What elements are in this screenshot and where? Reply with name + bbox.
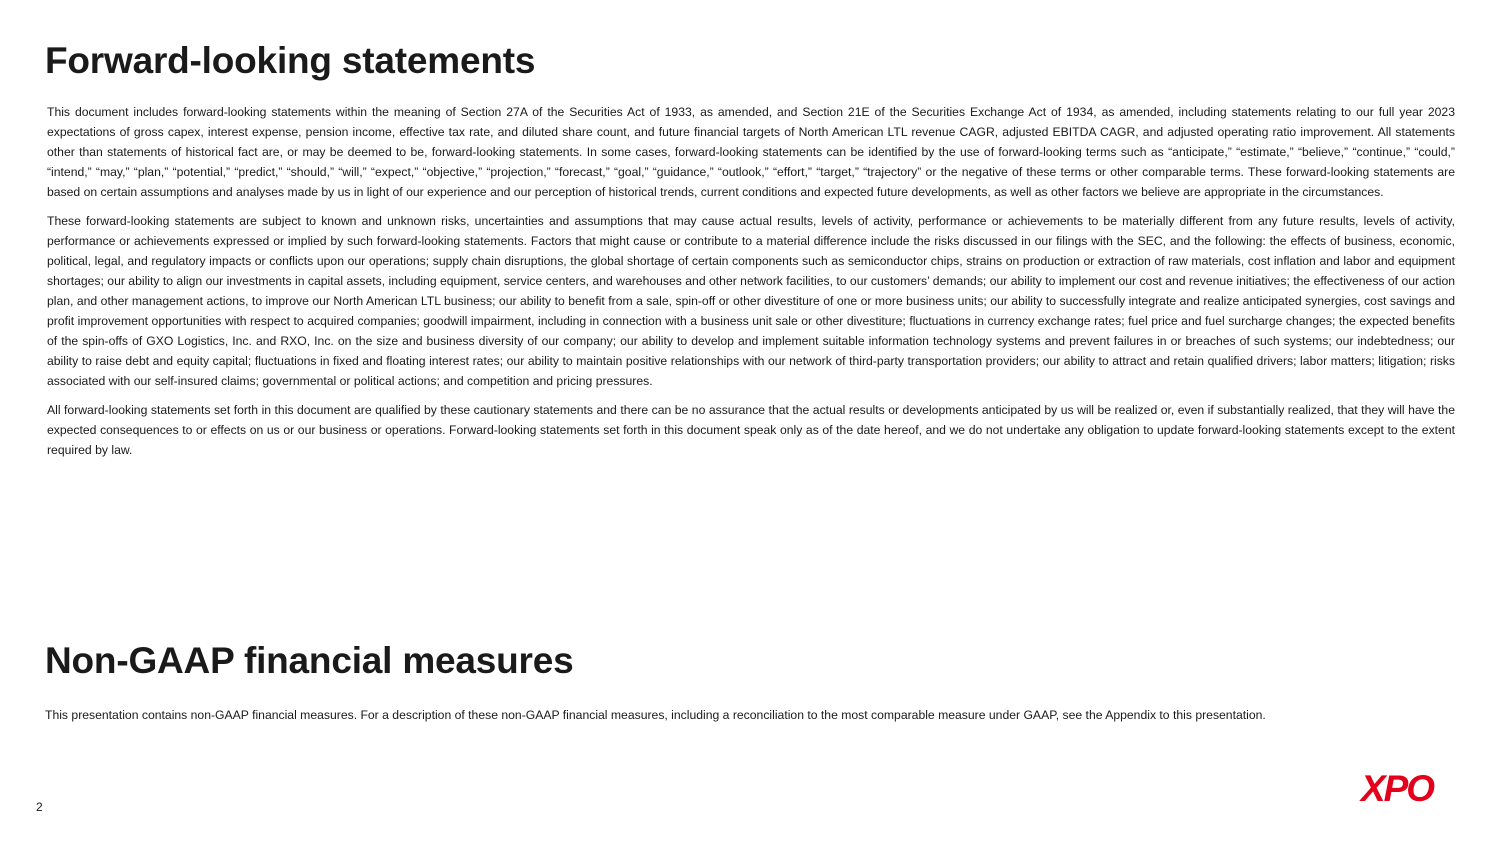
xpo-logo [1352,766,1442,808]
xpo-logo-text: XPO [1360,768,1434,808]
section-title-forward-looking: Forward-looking statements [45,40,536,81]
page-number: 2 [36,800,43,814]
paragraph: This document includes forward-looking statements within the meaning of Section 27A of the Securities Act of 1933, as amended, and Section 21E of the Securities Exchange Act of 1934, as amended, including statements relating to our full year 2023 expectations of gross capex, interest expense, pension income, effective tax rate, and diluted share count, and future financial targets of North American LTL revenue CAGR, adjusted EBITDA CAGR, and adjusted operating ratio improvement. All statements other than statements of historical fact are, or may be deemed to be, forward-looking statements. In some cases, forward-looking statements can be identified by the use of forward-looking terms such as “anticipate,” “estimate,” “believe,” “continue,” “could,” “intend,” “may,” “plan,” “potential,” “predict,” “should,” “will,” “expect,” “objective,” “projection,” “forecast,” “goal,” “guidance,” “outlook,” “effort,” “target,” “trajectory” or the negative of these terms or other comparable terms. These forward-looking statements are based on certain assumptions and analyses made by us in light of our experience and our perception of historical trends, current conditions and expected future developments, as well as other factors we believe are appropriate in the circumstances. [47,105,1455,199]
paragraph: This presentation contains non-GAAP financial measures. For a description of these non-GAAP financial measures, including a reconciliation to the most comparable measure under GAAP, see the Appendix to this presentation. [45,708,1266,722]
non-gaap-body [45,705,1437,734]
forward-looking-body [47,102,1455,469]
paragraph: All forward-looking statements set forth in this document are qualified by these cautionary statements and there can be no assurance that the actual results or developments anticipated by us will be realized or, even if substantially realized, that they will have the expected consequences to or effects on us or our business or operations. Forward-looking statements set forth in this document speak only as of the date hereof, and we do not undertake any obligation to update forward-looking statements except to the extent required by law. [47,403,1455,457]
paragraph: These forward-looking statements are subject to known and unknown risks, uncertainties and assumptions that may cause actual results, levels of activity, performance or achievements to be materially different from any future results, levels of activity, performance or achievements expressed or implied by such forward-looking statements. Factors that might cause or contribute to a material difference include the risks discussed in our filings with the SEC, and the following: the effects of business, economic, political, legal, and regulatory impacts or conflicts upon our operations; supply chain disruptions, the global shortage of certain components such as semiconductor chips, strains on production or extraction of raw materials, cost inflation and labor and equipment shortages; our ability to align our investments in capital assets, including equipment, service centers, and warehouses and other network facilities, to our customers’ demands; our ability to implement our cost and revenue initiatives; the effectiveness of our action plan, and other management actions, to improve our North American LTL business; our ability to benefit from a sale, spin-off or other divestiture of one or more business units; our ability to successfully integrate and realize anticipated synergies, cost savings and profit improvement opportunities with respect to acquired companies; goodwill impairment, including in connection with a business unit sale or other divestiture; fluctuations in currency exchange rates; fuel price and fuel surcharge changes; the expected benefits of the spin-offs of GXO Logistics, Inc. and RXO, Inc. on the size and business diversity of our company; our ability to develop and implement suitable information technology systems and prevent failures in or breaches of such systems; our indebtedness; our ability to raise debt and equity capital; fluctuations in fixed and floating interest rates; our ability to maintain positive relationships with our network of third-party transportation providers; our ability to attract and retain qualified drivers; labor matters; litigation; risks associated with our self-insured claims; governmental or political actions; and competition and pricing pressures. [47,214,1455,388]
section-title-non-gaap: Non-GAAP financial measures [45,640,574,681]
